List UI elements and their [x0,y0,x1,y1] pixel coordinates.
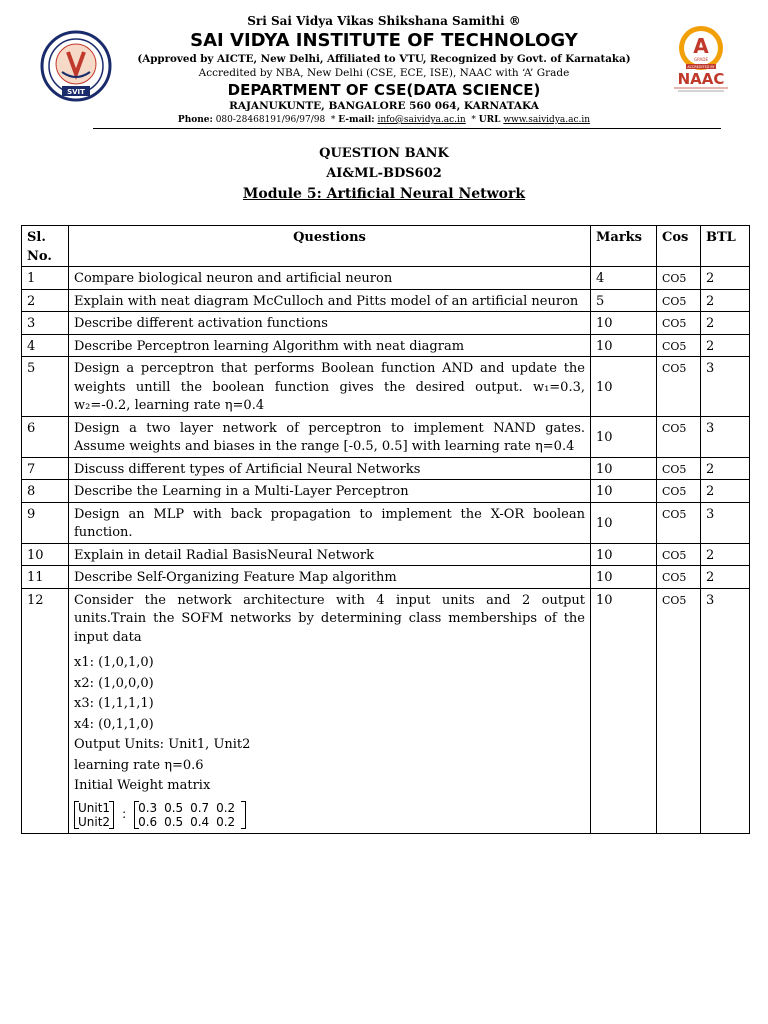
naac-grade: A [693,34,709,58]
btl-cell: 3 [701,416,750,457]
co-cell: CO5 [657,289,701,312]
sl-cell: 10 [22,543,69,566]
co-cell: CO5 [657,480,701,503]
question-cell: Consider the network architecture with 4 input units and 2 output units.Train the SOFM networks by determining class memberships of the input data x1: (1,0,1,0) x2: (1,0,0,0) x3: (1,1,1,1) x4: (0,1,1,0) Output Units: Unit1, Unit2 learning rate η=0.6 Initial Weight matrix Unit1 Unit2 : 0.3 0.5 0.7 0.2 0.6 0.5 0.4 0.2 [69,588,591,833]
co-cell: CO5 [657,457,701,480]
header-cos: Cos [657,226,701,267]
co-cell: CO5 [657,588,701,833]
marks-cell: 10 [591,457,657,480]
matrix-value: 0.5 [164,814,184,829]
question-table [21,225,750,834]
question-cell: Explain with neat diagram McCulloch and Pitts model of an artificial neuron [69,289,591,312]
sl-cell: 7 [22,457,69,480]
header-sl: Sl. No. [22,226,69,267]
marks-cell: 5 [591,289,657,312]
table-row [22,312,750,335]
btl-cell: 3 [701,588,750,833]
marks-cell: 10 [591,543,657,566]
btl-cell: 2 [701,334,750,357]
naac-grade-label: GRADE [693,57,709,62]
matrix-value: 0.2 [216,814,236,829]
input-data-line: Output Units: Unit1, Unit2 [74,737,251,752]
matrix-value: 0.6 [138,814,158,829]
btl-cell: 2 [701,289,750,312]
header-marks: Marks [591,226,657,267]
marks-cell: 10 [591,312,657,335]
matrix-value: 0.3 [138,800,158,815]
approval-line: (Approved by AICTE, New Delhi, Affiliated to VTU, Recognized by Govt. of Karnataka) [137,53,631,65]
table-row [22,457,750,480]
table-row [22,357,750,417]
btl-cell: 2 [701,457,750,480]
email-link[interactable]: info@saividya.ac.in [377,115,466,125]
address-line: RAJANUKUNTE, BANGALORE 560 064, KARNATAKA [229,100,539,112]
input-data-line: x4: (0,1,1,0) [74,716,154,732]
sofm-details [74,653,585,829]
sl-cell: 3 [22,312,69,335]
input-data-line: Initial Weight matrix [74,778,211,793]
table-row [22,334,750,357]
co-cell: CO5 [657,502,701,543]
sl-cell: 2 [22,289,69,312]
header-questions: Questions [69,226,591,267]
question-cell: Describe the Learning in a Multi-Layer Perceptron [69,480,591,503]
matrix-value: 0.7 [190,800,210,815]
co-cell: CO5 [657,334,701,357]
module-title: Module 5: Artificial Neural Network [242,186,526,202]
department-name: DEPARTMENT OF CSE(DATA SCIENCE) [227,81,541,99]
sl-cell: 6 [22,416,69,457]
course-code: AI&ML-BDS602 [326,166,442,181]
btl-cell: 2 [701,566,750,589]
matrix-label: Unit2 [78,814,111,829]
sl-cell: 11 [22,566,69,589]
website-link[interactable]: www.saividya.ac.in [503,115,591,125]
question-cell: Compare biological neuron and artificial neuron [69,267,591,290]
btl-cell: 3 [701,502,750,543]
doc-type: QUESTION BANK [319,146,449,161]
sl-cell: 8 [22,480,69,503]
marks-cell: 10 [591,566,657,589]
matrix-row [138,815,242,829]
header-divider [93,128,721,129]
table-row [22,480,750,503]
matrix-separator: : [122,807,127,822]
sl-cell: 12 [22,588,69,833]
btl-cell: 2 [701,312,750,335]
marks-cell: 10 [591,502,657,543]
input-data-line: x3: (1,1,1,1) [74,696,154,711]
input-data-line: x2: (1,0,0,0) [74,675,154,691]
input-data-line: learning rate η=0.6 [74,757,204,773]
question-cell: Discuss different types of Artificial Neural Networks [69,457,591,480]
co-cell: CO5 [657,416,701,457]
marks-cell: 10 [591,588,657,833]
marks-cell: 10 [591,334,657,357]
question-cell: Describe Perceptron learning Algorithm with neat diagram [69,334,591,357]
co-cell: CO5 [657,267,701,290]
btl-cell: 2 [701,267,750,290]
matrix-value: 0.5 [164,800,184,815]
question-cell: Describe different activation functions [69,312,591,335]
sl-cell: 9 [22,502,69,543]
trust-name: Sri Sai Vidya Vikas Shikshana Samithi ® [247,14,521,28]
question-cell: Explain in detail Radial BasisNeural Network [69,543,591,566]
matrix-row [138,801,242,815]
matrix-value: 0.2 [216,800,236,815]
logo-text: SVIT [67,88,85,96]
matrix-label: Unit1 [78,800,111,815]
institute-name: SAI VIDYA INSTITUTE OF TECHNOLOGY [190,30,578,51]
marks-cell: 10 [591,480,657,503]
marks-cell: 10 [591,357,657,417]
weight-matrix [74,801,585,829]
input-data-line: x1: (1,0,1,0) [74,655,154,670]
table-row [22,416,750,457]
accreditation-line: Accredited by NBA, New Delhi (CSE, ECE, ISE), NAAC with ‘A’ Grade [198,67,570,79]
naac-text: NAAC [677,70,725,88]
co-cell: CO5 [657,357,701,417]
sl-cell: 4 [22,334,69,357]
table-row [22,566,750,589]
sl-cell: 5 [22,357,69,417]
naac-sub: ACCREDITED BY [687,65,715,69]
table-row [22,267,750,290]
btl-cell: 2 [701,543,750,566]
question-cell: Describe Self-Organizing Feature Map algorithm [69,566,591,589]
co-cell: CO5 [657,312,701,335]
matrix-value: 0.4 [190,814,210,829]
table-row [22,502,750,543]
question-cell: Design a perceptron that performs Boolean function AND and update the weights untill the boolean function gives the desired output. w₁=0.3, w₂=-0.2, learning rate η=0.4 [69,357,591,417]
sl-cell: 1 [22,267,69,290]
btl-cell: 2 [701,480,750,503]
marks-cell: 4 [591,267,657,290]
table-row [22,543,750,566]
question-cell: Design a two layer network of perceptron to implement NAND gates. Assume weights and biases in the range [-0.5, 0.5] with learning rate η=0.4 [69,416,591,457]
contact-line: Phone: 080-28468191/96/97/98 * E-mail: info@saividya.ac.in * URL www.saividya.ac.in [177,115,591,125]
co-cell: CO5 [657,566,701,589]
question-cell: Design an MLP with back propagation to implement the X-OR boolean function. [69,502,591,543]
co-cell: CO5 [657,543,701,566]
table-row [22,289,750,312]
header-btl: BTL [701,226,750,267]
table-header-row [22,226,750,267]
btl-cell: 3 [701,357,750,417]
table-row [22,588,750,833]
marks-cell: 10 [591,416,657,457]
